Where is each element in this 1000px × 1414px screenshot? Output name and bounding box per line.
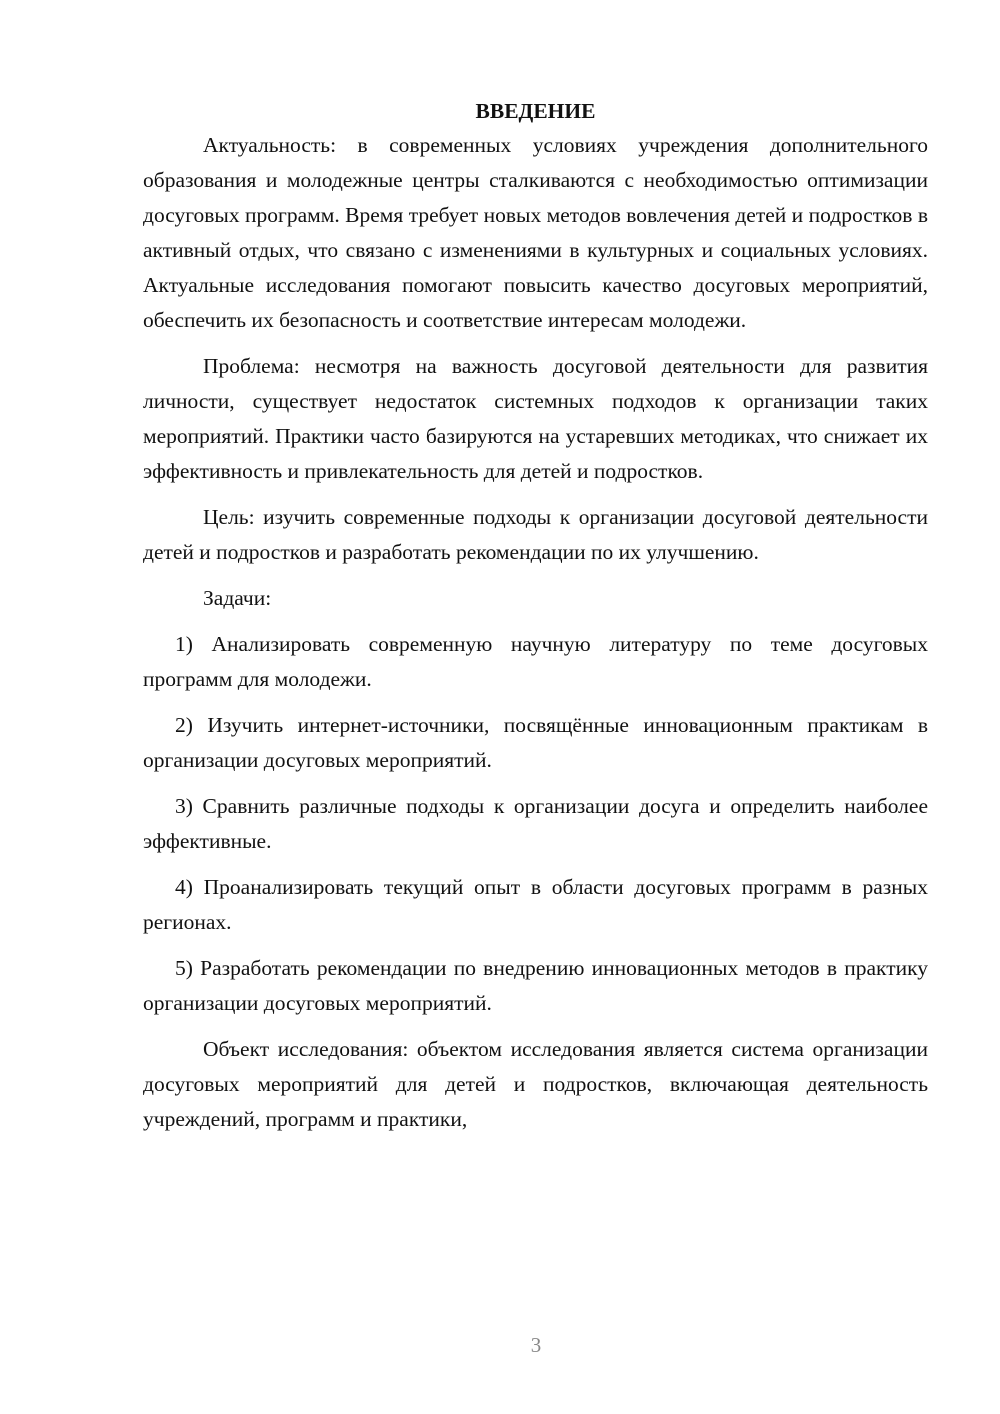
task-item: 2) Изучить интернет-источники, посвящённые инновационным практикам в организации досуговых мероприятий. — [143, 713, 928, 772]
paragraph-problem: Проблема: несмотря на важность досуговой деятельности для развития личности, существует недостаток системных подходов к организации таких мероприятий. Практики часто базируются на устаревших методиках, что снижает их эффективность и привлекательность для детей и подростков. — [143, 354, 928, 483]
task-item: 5) Разработать рекомендации по внедрению инновационных методов в практику организации досуговых мероприятий. — [143, 956, 928, 1015]
task-item: 1) Анализировать современную научную литературу по теме досуговых программ для молодежи. — [143, 632, 928, 691]
paragraph-object: Объект исследования: объектом исследования является система организации досуговых мероприятий для детей и подростков, включающая деятельность учреждений, программ и практики, — [143, 1037, 928, 1131]
task-item: 3) Сравнить различные подходы к организации досуга и определить наиболее эффективные. — [143, 794, 928, 853]
tasks-label: Задачи: — [203, 586, 272, 610]
paragraph-relevance: Актуальность: в современных условиях учреждения дополнительного образования и молодежные центры сталкиваются с необходимостью оптимизации досуговых программ. Время требует новых методов вовлечения детей и подростков в активный отдых, что связано с изменениями в культурных и социальных условиях. Актуальные исследования помогают повысить качество досуговых мероприятий, обеспечить их безопасность и соответствие интересам молодежи. — [143, 133, 928, 332]
page-content — [143, 94, 928, 1148]
section-title: ВВЕДЕНИЕ — [475, 99, 596, 123]
task-list — [143, 627, 928, 1021]
task-item: 4) Проанализировать текущий опыт в области досуговых программ в разных регионах. — [143, 875, 928, 934]
paragraph-goal: Цель: изучить современные подходы к организации досуговой деятельности детей и подростков и разработать рекомендации по их улучшению. — [143, 505, 928, 564]
page-number: 3 — [530, 1333, 542, 1357]
